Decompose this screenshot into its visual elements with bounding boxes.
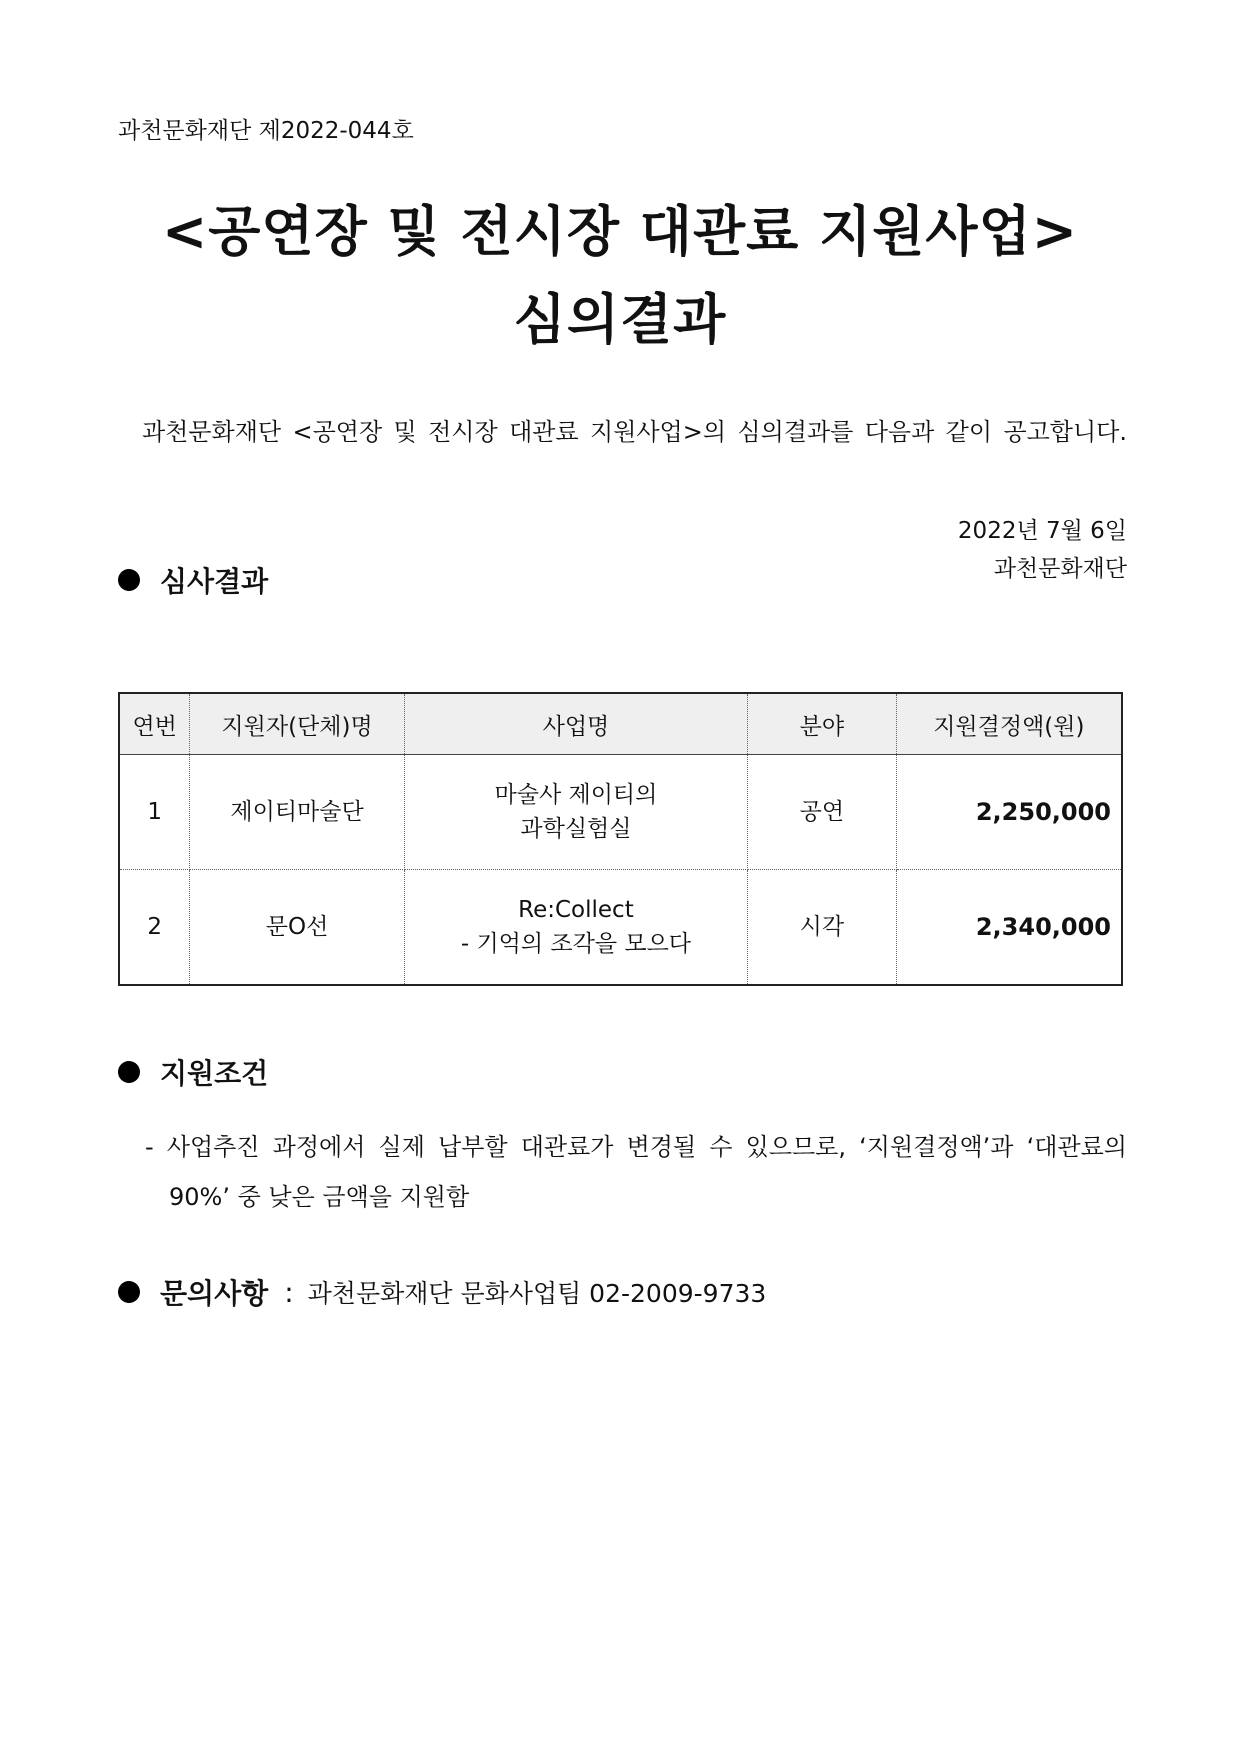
row-project-line1: 마술사 제이티의 xyxy=(494,782,658,808)
table-header-row xyxy=(119,693,1122,755)
section-contact xyxy=(118,1272,766,1312)
contact-separator: : xyxy=(284,1275,294,1309)
bullet-icon xyxy=(118,1061,140,1083)
condition-text xyxy=(145,1122,1127,1222)
intro-paragraph: 과천문화재단 <공연장 및 전시장 대관료 지원사업>의 심의결과를 다음과 같이 공고합니다. xyxy=(142,418,1127,446)
page-title xyxy=(0,188,1240,364)
contact-info: 과천문화재단 문화사업팀 02-2009-9733 xyxy=(307,1279,767,1308)
row-project xyxy=(404,755,747,870)
announcement-date: 2022년 7월 6일 xyxy=(957,518,1127,544)
row-project-line2: 과학실험실 xyxy=(520,816,632,842)
header-applicant: 지원자(단체)명 xyxy=(190,693,404,755)
section-condition-title: 지원조건 xyxy=(160,1057,269,1090)
title-line-1: <공연장 및 전시장 대관료 지원사업> xyxy=(162,200,1078,263)
row-applicant: 제이티마술단 xyxy=(190,755,404,870)
header-amount: 지원결정액(원) xyxy=(896,693,1122,755)
row-applicant: 문O선 xyxy=(190,870,404,986)
section-result-title: 심사결과 xyxy=(160,565,269,598)
row-no: 1 xyxy=(119,755,190,870)
section-contact-title: 문의사항 xyxy=(160,1277,269,1310)
document-number: 과천문화재단 제2022-044호 xyxy=(118,118,414,144)
issuer-name: 과천문화재단 xyxy=(993,556,1127,582)
row-project-line2: - 기억의 조각을 모으다 xyxy=(460,931,692,957)
row-amount: 2,250,000 xyxy=(896,755,1122,870)
header-field: 분야 xyxy=(748,693,897,755)
row-no: 2 xyxy=(119,870,190,986)
condition-line-1: - 사업추진 과정에서 실제 납부할 대관료가 변경될 수 있으므로, ‘지원결정액’과 ‘대관료의 xyxy=(145,1133,1127,1161)
row-project-line1: Re:Collect xyxy=(518,897,634,923)
row-field: 공연 xyxy=(748,755,897,870)
date-block xyxy=(958,512,1127,588)
bullet-icon xyxy=(118,569,140,591)
table-row xyxy=(119,755,1122,870)
bullet-icon xyxy=(118,1281,140,1303)
result-table xyxy=(118,692,1123,986)
table-row xyxy=(119,870,1122,986)
row-project xyxy=(404,870,747,986)
condition-line-2: 90%’ 중 낮은 금액을 지원함 xyxy=(169,1183,470,1211)
title-line-2: 심의결과 xyxy=(513,288,727,351)
header-no: 연번 xyxy=(119,693,190,755)
header-project: 사업명 xyxy=(404,693,747,755)
row-amount: 2,340,000 xyxy=(896,870,1122,986)
row-field: 시각 xyxy=(748,870,897,986)
section-result xyxy=(118,560,268,600)
section-condition xyxy=(118,1052,268,1092)
